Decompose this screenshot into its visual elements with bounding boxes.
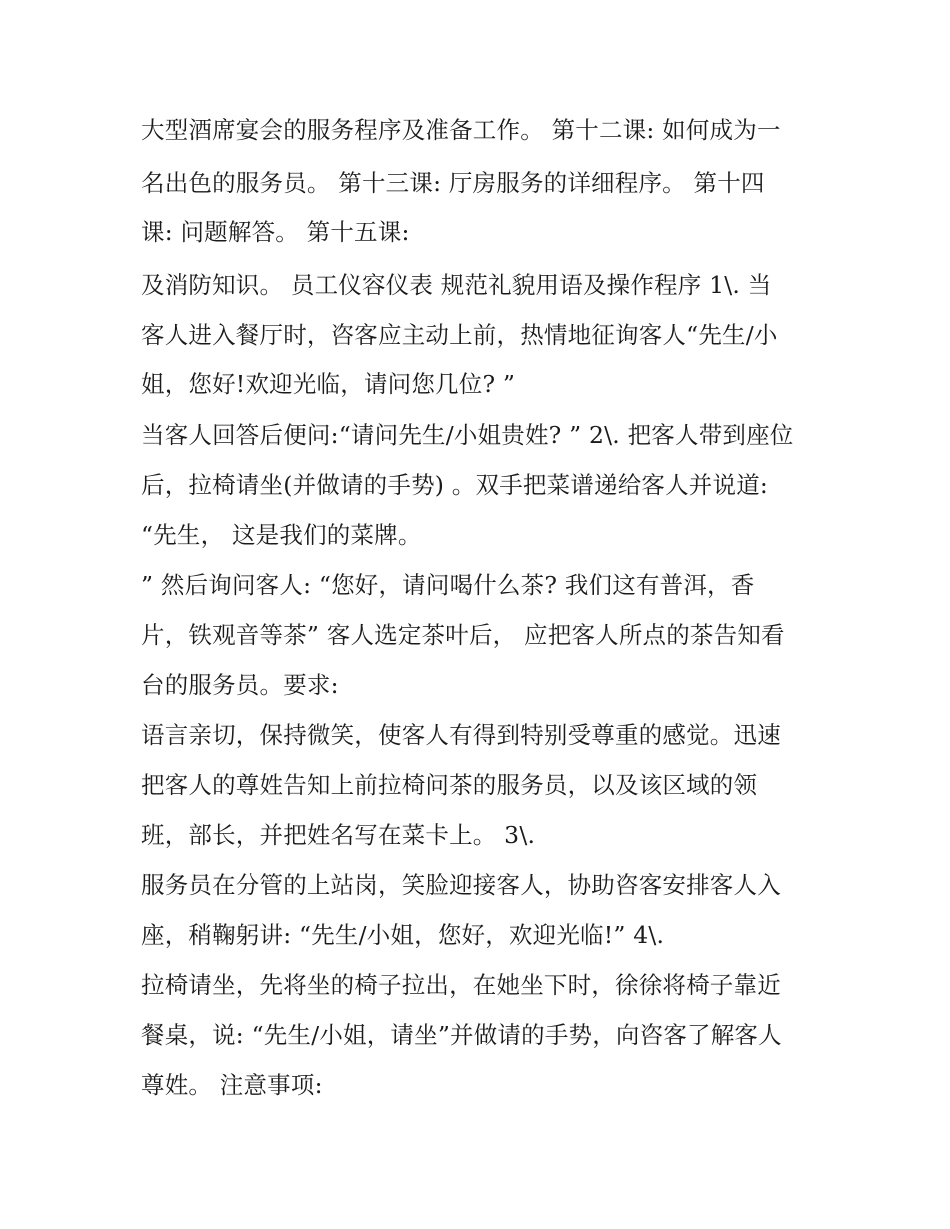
text-line: 拉椅请坐，先将坐的椅子拉出，在她坐下时，徐徐将椅子靠近 xyxy=(141,971,781,999)
text-line: 姐，您好!欢迎光临，请问您几位? ” xyxy=(141,370,516,398)
text-line: 大型酒席宴会的服务程序及准备工作。 第十二课: 如何成为一 xyxy=(141,116,781,144)
text-line: 后，拉椅请坐(并做请的手势) 。双手把菜谱递给客人并说道: xyxy=(141,471,769,499)
text-line: ” 然后询问客人: “您好，请问喝什么茶? 我们这有普洱，香 xyxy=(141,571,755,599)
text-line: 班，部长，并把姓名写在菜卡上。 3\. xyxy=(141,821,536,849)
text-line: 当客人回答后便问:“请问先生/小姐贵姓? ” 2\. 把客人带到座位 xyxy=(141,421,794,449)
text-line: 名出色的服务员。 第十三课: 厅房服务的详细程序。 第十四 xyxy=(141,169,765,197)
text-line: 及消防知识。 员工仪容仪表 规范礼貌用语及操作程序 1\. 当 xyxy=(141,271,772,299)
text-line: 客人进入餐厅时，咨客应主动上前，热情地征询客人“先生/小 xyxy=(141,321,778,349)
text-line: 尊姓。 注意事项: xyxy=(141,1071,323,1099)
text-line: “先生， 这是我们的菜牌。 xyxy=(141,521,422,549)
text-line: 座，稍鞠躬讲: “先生/小姐，您好，欢迎光临!” 4\. xyxy=(141,921,665,949)
text-line: 服务员在分管的上站岗，笑脸迎接客人，协助咨客安排客人入 xyxy=(141,871,781,899)
text-line: 片，铁观音等茶” 客人选定茶叶后， 应把客人所点的茶告知看 xyxy=(141,621,785,649)
text-line: 把客人的尊姓告知上前拉椅问茶的服务员，以及该区域的领 xyxy=(141,771,758,799)
text-line: 课: 问题解答。 第十五课: xyxy=(141,218,410,246)
text-line: 语言亲切，保持微笑，使客人有得到特别受尊重的感觉。迅速 xyxy=(141,721,781,749)
text-line: 台的服务员。要求: xyxy=(141,671,339,699)
text-line: 餐桌，说: “先生/小姐，请坐”并做请的手势，向咨客了解客人 xyxy=(141,1021,782,1049)
